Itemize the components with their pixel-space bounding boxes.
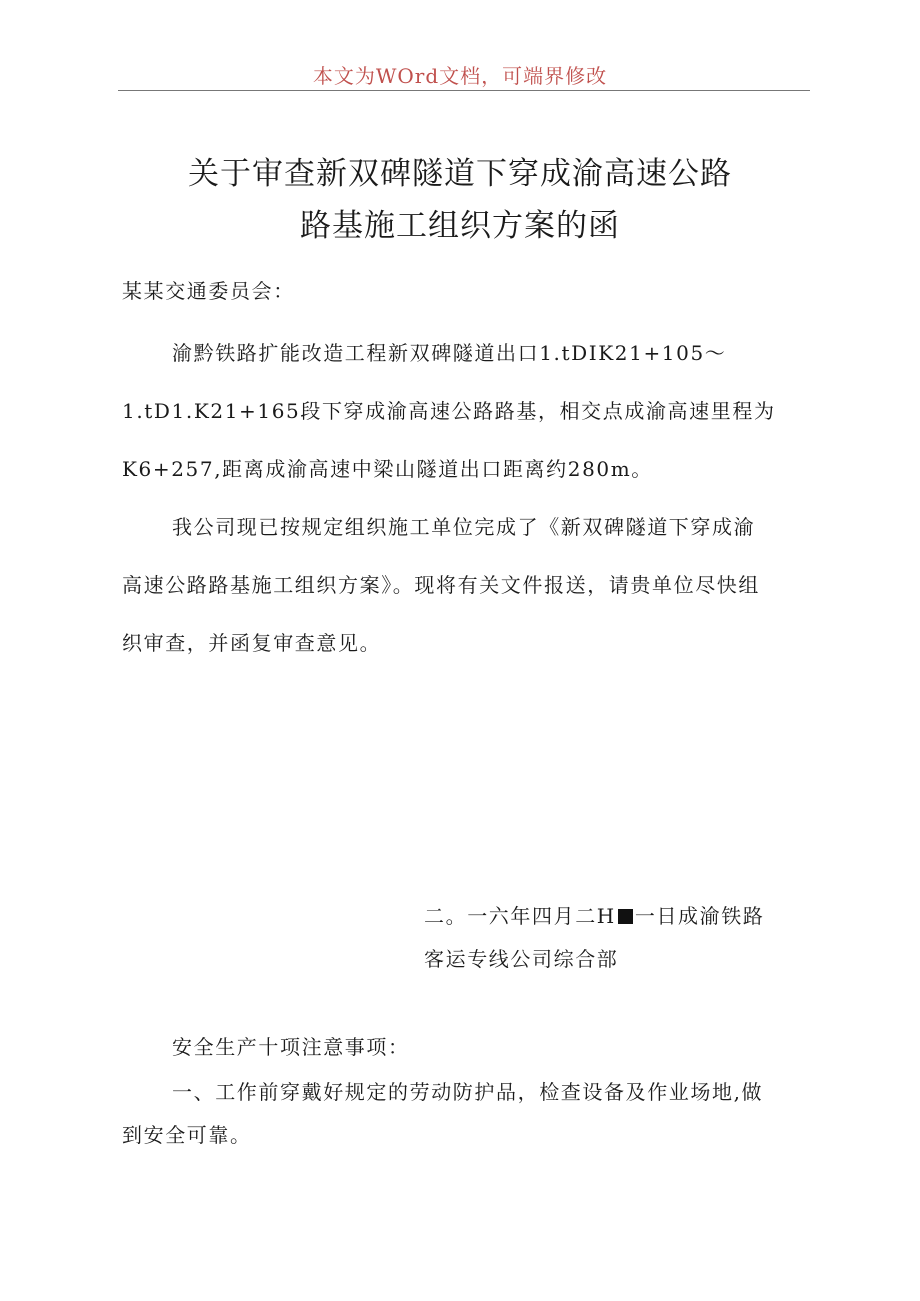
paragraph-1-line-1: 渝黔铁路扩能改造工程新双碑隧道出口1.tDIK21+105〜: [172, 341, 727, 365]
document-title-line-1: 关于审查新双碑隧道下穿成渝高速公路: [188, 156, 732, 192]
document-title-line-2: 路基施工组织方案的函: [300, 208, 620, 244]
header-note: 本文为WOrd文档，可端界修改: [312, 64, 608, 88]
paragraph-1-line-3: K6+257,距离成渝高速中梁山隧道出口距离约280m。: [122, 457, 653, 481]
paragraph-2-line-3: 织审查，并函复审查意见。: [122, 631, 382, 655]
safety-item-1-line-2: 到安全可靠。: [122, 1123, 252, 1147]
redaction-block: [618, 909, 633, 924]
paragraph-1-line-2: 1.tD1.K21+165段下穿成渝高速公路路基，相交点成渝高速里程为: [122, 399, 776, 423]
header-rule: [118, 90, 810, 91]
signature-org: 客运专线公司综合部: [424, 947, 619, 971]
signature-date: [424, 900, 764, 929]
paragraph-2-line-1: 我公司现已按规定组织施工单位完成了《新双碑隧道下穿成渝: [172, 515, 756, 539]
salutation: 某某交通委员会：: [122, 279, 295, 303]
signature-date-part-1: 二。一六年四月二H: [424, 904, 616, 928]
paragraph-2-line-2: 高速公路路基施工组织方案》。现将有关文件报送，请贵单位尽快组: [122, 573, 760, 597]
safety-heading: 安全生产十项注意事项：: [172, 1035, 410, 1059]
signature-date-part-2: 一日成渝铁路: [634, 904, 765, 928]
safety-item-1-line-1: 一、工作前穿戴好规定的劳动防护品，检查设备及作业场地,做: [172, 1080, 764, 1104]
